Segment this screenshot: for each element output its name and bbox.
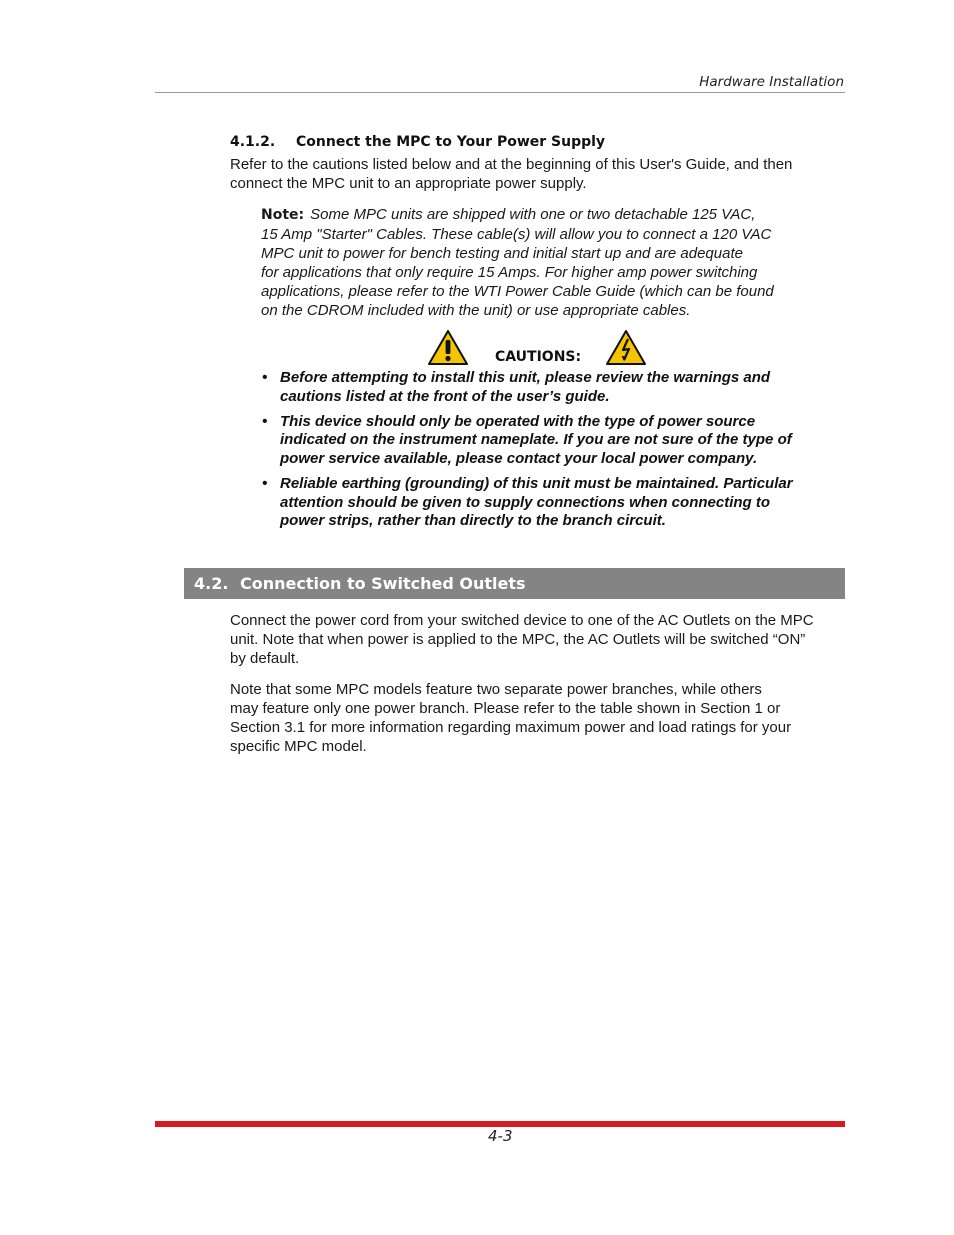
caution-line: power service available, please contact your local power company. bbox=[280, 449, 758, 467]
paragraph-line: Note that some MPC models feature two separate power branches, while others bbox=[230, 681, 762, 698]
subsection-title: Connect the MPC to Your Power Supply bbox=[296, 134, 606, 150]
section-heading-bar bbox=[184, 568, 845, 599]
note-line: 15 Amp "Starter" Cables. These cable(s) will allow you to connect a 120 VAC bbox=[261, 226, 772, 243]
caution-item bbox=[262, 369, 832, 406]
bullet-marker: • bbox=[262, 412, 268, 430]
intro-line: connect the MPC unit to an appropriate power supply. bbox=[230, 175, 587, 192]
caution-line: This device should only be operated with the type of power source bbox=[280, 412, 756, 430]
subsection-heading bbox=[230, 134, 605, 150]
page-number: 4-3 bbox=[488, 1127, 513, 1145]
section-paragraph bbox=[230, 680, 850, 756]
warning-triangle-icon bbox=[427, 329, 469, 371]
paragraph-line: by default. bbox=[230, 650, 300, 667]
caution-line: Before attempting to install this unit, please review the warnings and bbox=[280, 369, 771, 386]
paragraph-line: specific MPC model. bbox=[230, 738, 367, 755]
intro-paragraph bbox=[230, 155, 850, 193]
paragraph-line: may feature only one power branch. Please refer to the table shown in Section 1 or bbox=[230, 700, 781, 717]
paragraph-line: Section 3.1 for more information regarding maximum power and load ratings for your bbox=[230, 719, 792, 736]
caution-item bbox=[262, 413, 832, 469]
note-line: applications, please refer to the WTI Power Cable Guide (which can be found bbox=[261, 283, 774, 300]
note-line: on the CDROM included with the unit) or use appropriate cables. bbox=[261, 302, 691, 319]
electric-shock-icon bbox=[605, 329, 647, 371]
note-label: Note: bbox=[261, 207, 305, 223]
caution-item bbox=[262, 475, 832, 531]
caution-line: power strips, rather than directly to the branch circuit. bbox=[280, 512, 666, 530]
note-block bbox=[261, 205, 821, 320]
caution-line: cautions listed at the front of the user’s guide. bbox=[280, 387, 610, 405]
section-number: 4.2. bbox=[194, 574, 229, 593]
caution-line: indicated on the instrument nameplate. If you are not sure of the type of bbox=[280, 431, 792, 449]
note-line: MPC unit to power for bench testing and initial start up and are adequate bbox=[261, 245, 743, 262]
cautions-label: CAUTIONS: bbox=[495, 349, 582, 365]
intro-line: Refer to the cautions listed below and at the beginning of this User's Guide, and then bbox=[230, 156, 793, 173]
bullet-marker: • bbox=[262, 474, 268, 492]
running-header: Hardware Installation bbox=[699, 74, 844, 90]
paragraph-line: unit. Note that when power is applied to the MPC, the AC Outlets will be switched “ON” bbox=[230, 631, 806, 648]
bullet-marker: • bbox=[262, 369, 268, 386]
caution-line: attention should be given to supply connections when connecting to bbox=[280, 493, 771, 511]
section-title: Connection to Switched Outlets bbox=[240, 574, 526, 593]
subsection-number: 4.1.2. bbox=[230, 134, 276, 150]
section-heading bbox=[194, 574, 525, 593]
cautions-header bbox=[427, 329, 657, 367]
cautions-list bbox=[262, 369, 832, 537]
caution-line: Reliable earthing (grounding) of this unit must be maintained. Particular bbox=[280, 474, 793, 492]
note-line: Some MPC units are shipped with one or two detachable 125 VAC, bbox=[310, 206, 756, 223]
section-paragraph bbox=[230, 611, 850, 668]
note-line: for applications that only require 15 Amps. For higher amp power switching bbox=[261, 264, 758, 281]
paragraph-line: Connect the power cord from your switched device to one of the AC Outlets on the MPC bbox=[230, 612, 814, 629]
header-divider bbox=[155, 92, 845, 93]
